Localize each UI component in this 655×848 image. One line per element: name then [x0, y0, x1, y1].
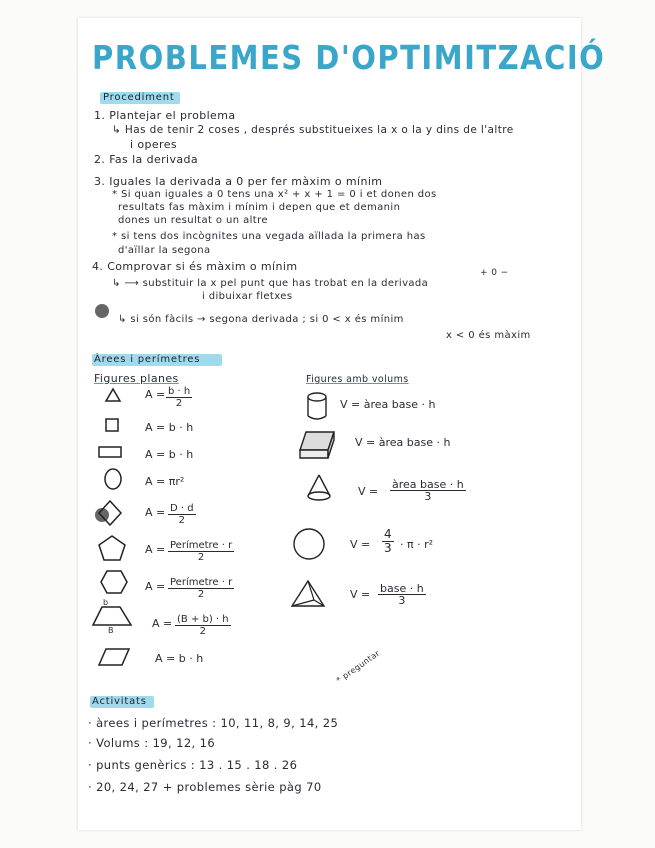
formula-label: V = [350, 538, 371, 551]
fraction-denominator: 2 [197, 552, 205, 563]
hexagon-icon [100, 570, 128, 594]
formula-label: A = [145, 543, 166, 556]
rhombus-icon [98, 500, 122, 526]
formula-label: V = [350, 588, 371, 601]
step-line: ↳ ⟶ substituir la x pel punt que has trobat en la derivada [112, 278, 429, 289]
formula-tail: · π · r² [400, 538, 434, 551]
fraction-numerator: 4 [384, 527, 392, 541]
pentagon-icon [98, 535, 126, 561]
fraction-numerator: b · h [168, 386, 191, 397]
formula-fraction [168, 540, 234, 563]
formula-label: A = [145, 506, 166, 519]
formula-fraction [390, 479, 466, 502]
page-title: PROBLEMES D'OPTIMITZACIÓ [92, 38, 606, 78]
trapezoid-top-label: b [103, 598, 109, 607]
step-line: ↳ Has de tenir 2 coses , després substitueixes la x o la y dins de l'altre [112, 124, 514, 136]
activity-item: · àrees i perímetres : 10, 11, 8, 9, 14, 25 [88, 716, 339, 730]
formula-label: A = b · h [155, 652, 204, 665]
formula-label: A = πr² [145, 475, 185, 488]
formula-fraction [378, 583, 426, 606]
formula-fraction [168, 577, 234, 600]
fraction-numerator: D · d [170, 503, 194, 514]
step-line: dones un resultat o un altre [118, 215, 268, 226]
cylinder-icon [306, 392, 328, 422]
fraction-numerator: base · h [380, 582, 424, 595]
circle-icon [103, 468, 123, 490]
fraction-denominator: 3 [424, 490, 432, 503]
sphere-icon [292, 527, 326, 561]
activity-item: · punts genèrics : 13 . 15 . 18 . 26 [88, 758, 298, 772]
margin-note: * preguntar [334, 648, 382, 685]
formula-fraction [382, 528, 394, 555]
formula-label: V = [358, 485, 379, 498]
fraction-numerator: Perímetre · r [170, 577, 233, 588]
step-line: i operes [130, 138, 178, 151]
pyramid-icon [290, 580, 326, 608]
activity-item: · 20, 24, 27 + problemes sèrie pàg 70 [88, 780, 322, 794]
trapezoid-icon [92, 606, 132, 626]
formula-label: A = [152, 617, 173, 630]
step-line: * si tens dos incògnites una vegada aïllada la primera has [112, 231, 426, 242]
step-line: 1. Plantejar el problema [94, 109, 236, 122]
step-line: 4. Comprovar si és màxim o mínim [92, 260, 298, 273]
square-icon [105, 418, 119, 432]
fraction-denominator: 2 [178, 515, 185, 526]
step-line: ↳ si són fàcils → segona derivada ; si 0 < x és mínim [118, 314, 404, 325]
formula-fraction [166, 386, 192, 409]
formula-label: A = b · h [145, 448, 194, 461]
section-heading-procediment: Procediment [103, 92, 175, 103]
formula-label: V = àrea base · h [355, 436, 451, 449]
fraction-denominator: 2 [175, 398, 183, 409]
fraction-denominator: 2 [199, 626, 206, 637]
fraction-numerator: Perímetre · r [170, 540, 233, 551]
step-line: x < 0 és màxim [446, 330, 531, 341]
fraction-numerator: àrea base · h [392, 478, 464, 491]
step-line: i dibuixar fletxes [202, 291, 293, 302]
section-heading-arees: Àrees i perímetres [94, 354, 201, 365]
parallelogram-icon [98, 648, 130, 666]
subheading-volums: Figures amb volums [306, 374, 409, 385]
formula-label: A = b · h [145, 421, 194, 434]
step-line: d'aïllar la segona [118, 245, 211, 256]
cone-icon [306, 474, 332, 502]
formula-fraction [175, 614, 231, 637]
rectangle-icon [98, 445, 122, 459]
activity-item: · Volums : 19, 12, 16 [88, 736, 216, 750]
formula-label: A = [145, 388, 166, 401]
fraction-numerator: (B + b) · h [177, 614, 229, 625]
step-line: 3. Iguales la derivada a 0 per fer màxim o mínim [94, 175, 383, 188]
triangle-icon [105, 388, 121, 402]
formula-label: A = [145, 580, 166, 593]
fraction-denominator: 3 [384, 541, 392, 555]
subheading-planes: Figures planes [94, 372, 179, 385]
fraction-denominator: 2 [197, 589, 205, 600]
trapezoid-bottom-label: B [108, 626, 114, 635]
step-line: 2. Fas la derivada [94, 153, 199, 166]
formula-label: V = àrea base · h [340, 398, 436, 411]
fraction-denominator: 3 [398, 594, 406, 607]
step-line: resultats fas màxim i mínim i depen que et demanin [118, 202, 401, 213]
step-line: * Si quan iguales a 0 tens una x² + x + 1 = 0 i et donen dos [112, 189, 437, 200]
section-heading-activitats: Activitats [92, 696, 147, 707]
punch-hole [95, 304, 109, 318]
formula-fraction [168, 503, 196, 526]
prism-icon [298, 430, 336, 460]
sign-marks: + 0 − [480, 268, 509, 278]
